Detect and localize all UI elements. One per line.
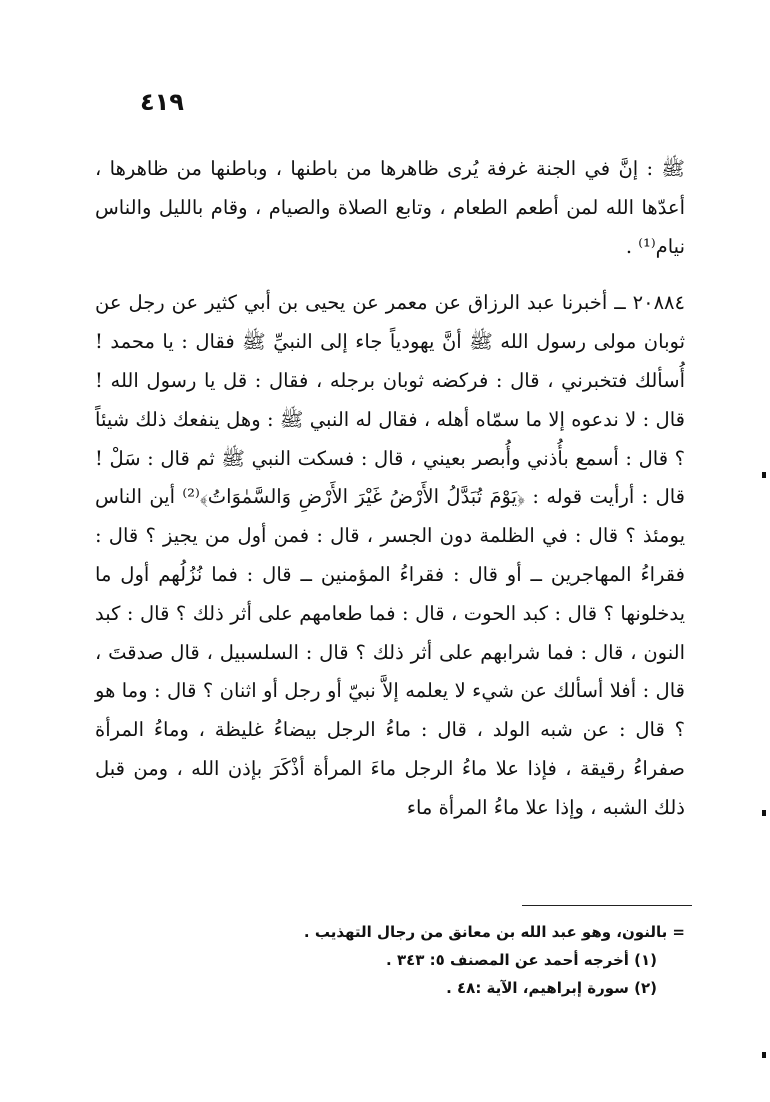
paragraph-hadith-continuation: ﷺ : إنَّ في الجنة غرفة يُرى ظاهرها من باطنها ، وباطنها من ظاهرها ، أعدّها الله لمن أطعم الطعام ، وتابع الصلاة والصيام ، وقام بالليل والناس نيام⁽¹⁾ . — [95, 157, 685, 258]
footnote-continuation: = بالنون، وهو عبد الله بن معانق من رجال التهذيب . — [303, 923, 685, 941]
page-number: ٤١٩ — [140, 88, 184, 116]
paragraph-hadith-20884: ٢٠٨٨٤ ــ أخبرنا عبد الرزاق عن معمر عن يحيى بن أبي كثير عن رجل عن ثوبان مولى رسول الله ﷺ أنَّ يهودياً جاء إلى النبيِّ ﷺ فقال : يا محمد ! أُسألك فتخبرني ، قال : فركضه ثوبان برجله ، فقال : قل يا رسول الله ! قال : لا ندعوه إلا ما سمّاه أهله ، فقال له النبي ﷺ : وهل ينفعك ذلك شيئاً ؟ قال : أسمع بأُذني وأُبصر بعيني ، قال : فسكت النبي ﷺ ثم قال : سَلْ ! قال : أرأيت قوله : ﴿يَوْمَ تُبَدَّلُ الأَرْضُ غَيْرَ الأَرْضِ وَالسَّمٰوَاتُ﴾⁽²⁾ أين الناس يومئذ ؟ قال : في الظلمة دون الجسر ، قال : فمن أول من يجيز ؟ قال : فقراءُ المهاجرين ــ أو قال : فقراءُ المؤمنين ــ قال : فما نُزُلُهم أول ما يدخلونها ؟ قال : كبد الحوت ، قال : فما طعامهم على أثر ذلك ؟ قال : كبد النون ، قال : فما شرابهم على أثر ذلك ؟ قال : السلسبيل ، قال صدقتَ ، قال : أفلا أسألك عن شيء لا يعلمه إلاَّ نبيّ أو رجل أو اثنان ؟ قال : وما هو ؟ قال : عن شبه الولد ، قال : ماءُ الرجل بيضاءُ غليظة ، وماءُ المرأة صفراءُ رقيقة ، فإذا علا ماءُ الرجل ماءَ المرأة أذْكَرَ بإذن الله ، ومن قبل ذلك الشبه ، وإذا علا ماءُ المرأة ماء — [95, 291, 685, 819]
footnote-1: (١) أخرجه أحمد عن المصنف ٥: ٣٤٣ . — [386, 951, 657, 969]
footnotes — [125, 918, 685, 1002]
main-text — [95, 150, 685, 828]
scan-edge-mark — [762, 810, 766, 816]
footnote-divider — [522, 905, 692, 906]
footnote-2: (٢) سورة إبراهيم، الآية :٤٨ . — [446, 979, 657, 997]
scan-edge-mark — [762, 472, 766, 478]
scan-edge-mark — [762, 1052, 766, 1058]
paragraph-gap — [95, 266, 685, 284]
